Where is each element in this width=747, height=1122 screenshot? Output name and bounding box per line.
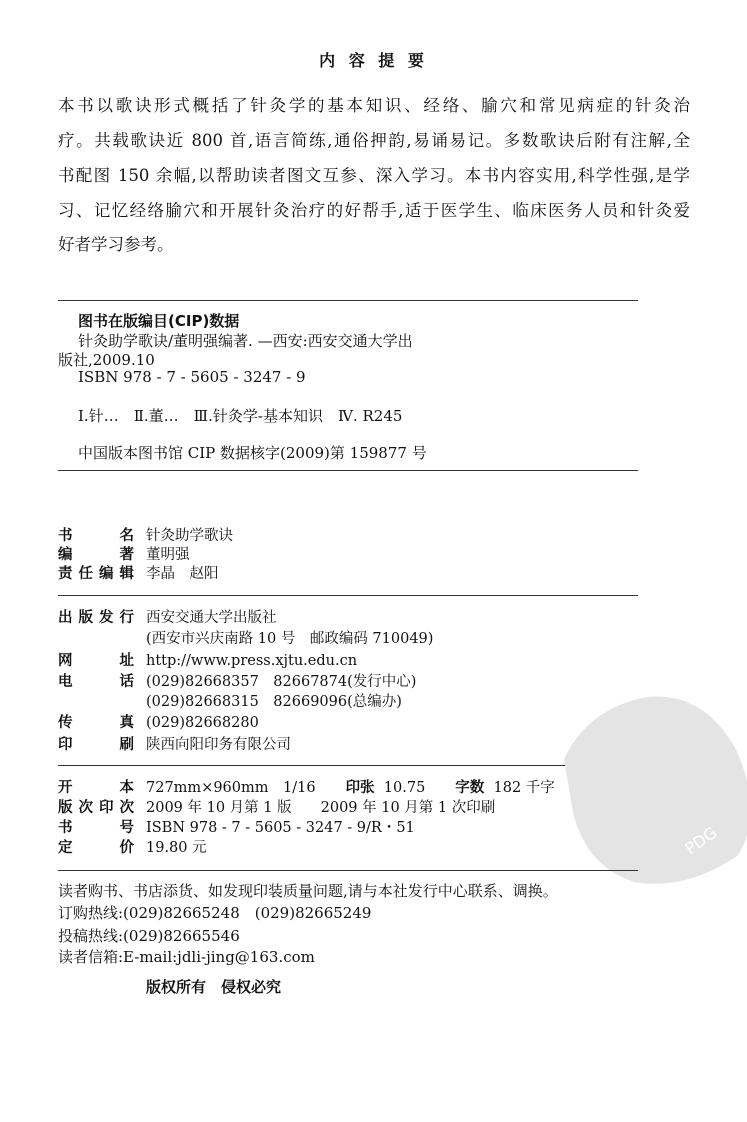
info-row-format: 开本 727mm×960mm 1/16 印张 10.75 字数 182 千字 — [58, 780, 555, 796]
info-row-printer: 印刷 陕西向阳印务有限公司 — [58, 737, 291, 753]
cip-record: 中国版本图书馆 CIP 数据核字(2009)第 159877 号 — [78, 444, 427, 462]
submission-hotline: 投稿热线:(029)82665546 — [58, 927, 240, 945]
divider — [58, 765, 638, 766]
summary-line: 好者学习参考。 — [58, 235, 174, 254]
cip-isbn: ISBN 978 - 7 - 5605 - 3247 - 9 — [78, 368, 306, 386]
info-row-title: 书名 针灸助学歌诀 — [58, 528, 233, 544]
copyright-notice: 版权所有 侵权必究 — [146, 978, 282, 996]
info-row-edition: 版次印次 2009 年 10 月第 1 版 2009 年 10 月第 1 次印刷 — [58, 800, 496, 816]
reader-notice: 读者购书、书店添货、如发现印装质量问题,请与本社发行中心联系、调换。 — [58, 882, 558, 900]
order-hotline: 订购热线:(029)82665248 (029)82665249 — [58, 904, 372, 922]
publisher-phone2: (029)82668315 82669096(总编办) — [146, 694, 402, 710]
watermark-seal — [560, 690, 747, 890]
cip-classification: Ⅰ.针… Ⅱ.董… Ⅲ.针灸学-基本知识 Ⅳ. R245 — [78, 407, 403, 425]
divider — [58, 595, 638, 596]
summary-title: 内 容 提 要 — [319, 51, 428, 70]
info-row-phone: 电话 (029)82668357 82667874(发行中心) — [58, 674, 417, 690]
reader-email: 读者信箱:E-mail:jdli-jing@163.com — [58, 948, 315, 966]
cip-line: 版社,2009.10 — [58, 351, 155, 369]
summary-line: 习、记忆经络腧穴和开展针灸治疗的好帮手,适于医学生、临床医务人员和针灸爱 — [58, 201, 690, 220]
publisher-address: (西安市兴庆南路 10 号 邮政编码 710049) — [146, 631, 434, 647]
summary-line: 本书以歌诀形式概括了针灸学的基本知识、经络、腧穴和常见病症的针灸治 — [58, 96, 690, 115]
info-row-editor: 责任编辑 李晶 赵阳 — [58, 566, 219, 582]
cip-heading: 图书在版编目(CIP)数据 — [78, 312, 240, 330]
summary-line: 疗。共载歌诀近 800 首,语言简练,通俗押韵,易诵易记。多数歌诀后附有注解,全 — [58, 131, 690, 150]
info-row-price: 定价 19.80 元 — [58, 840, 207, 856]
info-row-fax: 传真 (029)82668280 — [58, 715, 259, 731]
divider — [58, 470, 638, 471]
divider — [58, 870, 638, 871]
info-row-publisher: 出版发行 西安交通大学出版社 — [58, 610, 277, 626]
info-row-author: 编著 董明强 — [58, 547, 190, 563]
watermark-text: PDG — [681, 822, 721, 859]
summary-line: 书配图 150 余幅,以帮助读者图文互参、深入学习。本书内容实用,科学性强,是学 — [58, 166, 690, 185]
cip-line: 针灸助学歌诀/董明强编著. —西安:西安交通大学出 — [78, 332, 413, 350]
divider — [58, 300, 638, 301]
info-row-website: 网址 http://www.press.xjtu.edu.cn — [58, 653, 358, 669]
info-row-isbn: 书号 ISBN 978 - 7 - 5605 - 3247 - 9/R・51 — [58, 820, 415, 836]
